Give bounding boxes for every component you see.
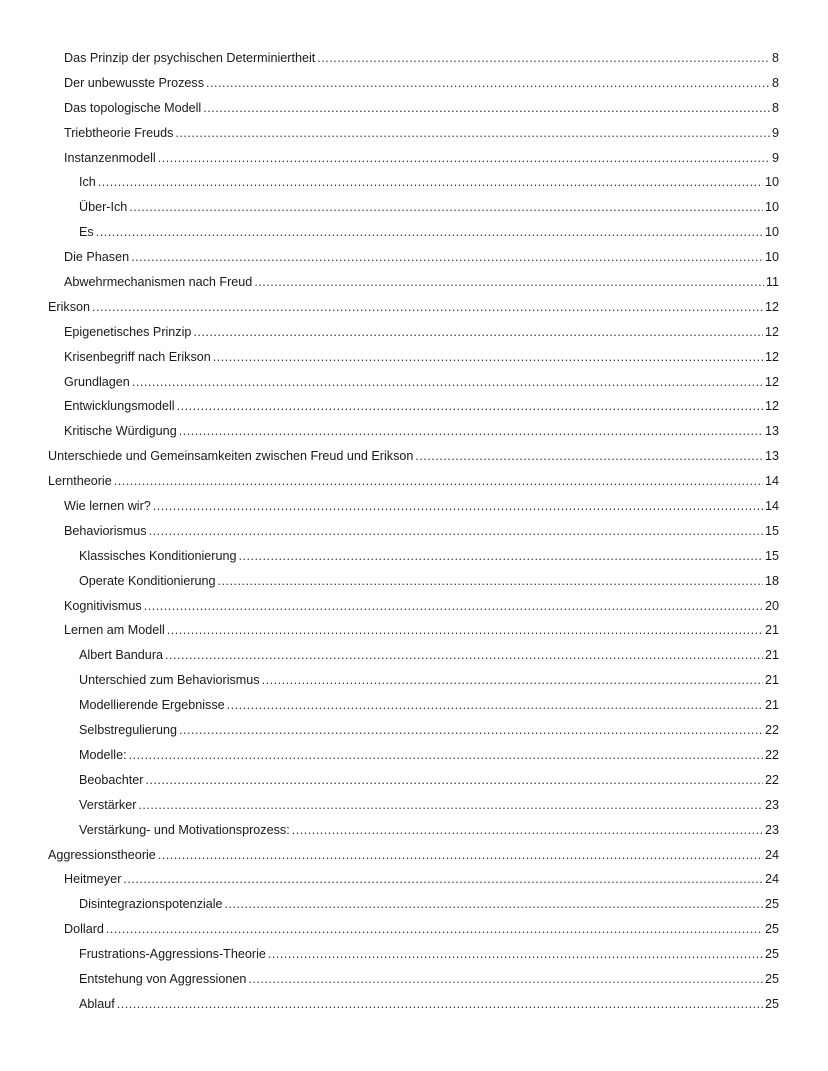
toc-entry-page-number[interactable]: 10 <box>764 175 779 190</box>
toc-entry-page-number[interactable]: 11 <box>765 275 779 290</box>
toc-entry[interactable] <box>79 170 779 195</box>
toc-dot-leader <box>179 419 763 444</box>
toc-entry[interactable] <box>64 245 779 270</box>
toc-entry[interactable] <box>64 46 779 71</box>
toc-entry-title[interactable]: Heitmeyer <box>64 872 122 887</box>
toc-entry-page-number[interactable]: 12 <box>764 299 779 314</box>
toc-entry-title[interactable]: Verstärker <box>79 797 137 812</box>
toc-dot-leader <box>92 295 763 320</box>
toc-entry[interactable] <box>64 71 779 96</box>
toc-entry[interactable] <box>79 668 779 693</box>
toc-dot-leader <box>227 693 763 718</box>
toc-dot-leader <box>218 569 763 594</box>
toc-entry-title[interactable]: Unterschied zum Behaviorismus <box>79 673 260 688</box>
toc-entry-page-number[interactable]: 21 <box>764 623 779 638</box>
toc-entry-title[interactable]: Ich <box>79 175 96 190</box>
toc-entry-title[interactable]: Lernen am Modell <box>64 623 165 638</box>
toc-entry-title[interactable]: Das topologische Modell <box>64 100 202 115</box>
toc-entry-title[interactable]: Dollard <box>64 922 104 937</box>
toc-entry[interactable] <box>64 345 779 370</box>
toc-dot-leader <box>268 942 763 967</box>
toc-dot-leader <box>96 220 763 245</box>
toc-entry[interactable] <box>64 594 779 619</box>
toc-entry-title[interactable]: Kognitivismus <box>64 598 142 613</box>
toc-entry-page-number[interactable]: 8 <box>771 100 779 115</box>
toc-dot-leader <box>158 146 770 171</box>
toc-entry-title[interactable]: Erikson <box>48 299 90 314</box>
toc-entry-page-number[interactable]: 9 <box>771 150 779 165</box>
toc-entry-title[interactable]: Es <box>79 225 94 240</box>
toc-entry[interactable] <box>64 270 779 295</box>
toc-dot-leader <box>167 618 763 643</box>
toc-dot-leader <box>165 643 763 668</box>
toc-entry-page-number[interactable]: 10 <box>764 225 779 240</box>
toc-dot-leader <box>129 743 763 768</box>
toc-dot-leader <box>153 494 763 519</box>
toc-entry-title[interactable]: Unterschiede und Gemeinsamkeiten zwischen Freud und Erikson <box>48 449 414 464</box>
toc-dot-leader <box>239 544 763 569</box>
toc-dot-leader <box>175 121 770 146</box>
toc-entry-title[interactable]: Über-Ich <box>79 200 128 215</box>
toc-entry-title[interactable]: Operate Konditionierung <box>79 573 216 588</box>
toc-dot-leader <box>117 992 763 1017</box>
toc-dot-leader <box>317 46 770 71</box>
toc-entry[interactable] <box>79 818 779 843</box>
toc-entry-title[interactable]: Ablauf <box>79 996 115 1011</box>
toc-entry-page-number[interactable]: 12 <box>764 399 779 414</box>
toc-entry-title[interactable]: Grundlagen <box>64 374 130 389</box>
toc-entry[interactable] <box>64 618 779 643</box>
toc-entry[interactable] <box>64 146 779 171</box>
toc-dot-leader <box>292 818 763 843</box>
toc-entry-page-number[interactable]: 18 <box>764 573 779 588</box>
toc-entry-title[interactable]: Entwicklungsmodell <box>64 399 175 414</box>
toc-entry-page-number[interactable]: 21 <box>764 648 779 663</box>
toc-entry-title[interactable]: Die Phasen <box>64 250 130 265</box>
toc-entry-title[interactable]: Behaviorismus <box>64 523 147 538</box>
toc-entry[interactable] <box>79 967 779 992</box>
toc-entry-page-number[interactable]: 25 <box>764 971 779 986</box>
toc-entry-page-number[interactable]: 23 <box>764 822 779 837</box>
toc-entry[interactable] <box>64 320 779 345</box>
toc-entry-page-number[interactable]: 23 <box>764 797 779 812</box>
toc-dot-leader <box>179 718 763 743</box>
toc-entry-page-number[interactable]: 25 <box>764 996 779 1011</box>
toc-entry-title[interactable]: Instanzenmodell <box>64 150 156 165</box>
toc-entry-page-number[interactable]: 22 <box>764 772 779 787</box>
toc-entry-page-number[interactable]: 9 <box>771 125 779 140</box>
toc-entry-page-number[interactable]: 8 <box>771 75 779 90</box>
toc-dot-leader <box>248 967 763 992</box>
toc-entry-page-number[interactable]: 22 <box>764 723 779 738</box>
toc-entry-title[interactable]: Abwehrmechanismen nach Freud <box>64 275 253 290</box>
toc-entry-page-number[interactable]: 8 <box>771 51 779 65</box>
toc-entry-page-number[interactable]: 12 <box>764 324 779 339</box>
toc-entry-page-number[interactable]: 13 <box>764 424 779 439</box>
toc-entry[interactable] <box>79 892 779 917</box>
toc-entry[interactable] <box>64 917 779 942</box>
toc-dot-leader <box>225 892 763 917</box>
toc-entry[interactable] <box>79 693 779 718</box>
table-of-contents <box>0 46 828 1017</box>
toc-dot-leader <box>177 394 763 419</box>
toc-entry[interactable] <box>79 793 779 818</box>
toc-dot-leader <box>254 270 764 295</box>
toc-entry[interactable] <box>79 768 779 793</box>
toc-entry[interactable] <box>64 519 779 544</box>
toc-entry[interactable] <box>79 195 779 220</box>
toc-dot-leader <box>132 370 763 395</box>
toc-entry[interactable] <box>79 743 779 768</box>
toc-entry-page-number[interactable]: 24 <box>764 847 779 862</box>
toc-entry-page-number[interactable]: 25 <box>764 922 779 937</box>
toc-entry-title[interactable]: Modelle: <box>79 747 127 762</box>
toc-entry[interactable] <box>64 370 779 395</box>
toc-entry[interactable] <box>79 992 779 1017</box>
toc-dot-leader <box>131 245 763 270</box>
toc-entry-title[interactable]: Krisenbegriff nach Erikson <box>64 349 211 364</box>
toc-entry[interactable] <box>64 121 779 146</box>
toc-dot-leader <box>262 668 763 693</box>
toc-dot-leader <box>149 519 763 544</box>
toc-dot-leader <box>203 96 770 121</box>
toc-entry-page-number[interactable]: 13 <box>764 449 779 464</box>
toc-entry[interactable] <box>79 643 779 668</box>
toc-entry[interactable] <box>48 444 779 469</box>
toc-entry-title[interactable]: Wie lernen wir? <box>64 499 151 514</box>
toc-dot-leader <box>144 594 763 619</box>
toc-dot-leader <box>206 71 770 96</box>
toc-entry[interactable] <box>48 295 779 320</box>
toc-entry[interactable] <box>64 867 779 892</box>
toc-dot-leader <box>193 320 763 345</box>
toc-entry-title[interactable]: Disintegrazionspotenziale <box>79 897 223 912</box>
toc-dot-leader <box>213 345 763 370</box>
toc-entry[interactable] <box>79 718 779 743</box>
toc-entry[interactable] <box>64 419 779 444</box>
toc-entry-title[interactable]: Albert Bandura <box>79 648 164 663</box>
toc-entry-page-number[interactable]: 10 <box>764 250 779 265</box>
toc-entry-page-number[interactable]: 21 <box>764 673 779 688</box>
toc-entry-page-number[interactable]: 12 <box>764 374 779 389</box>
toc-entry-title[interactable]: Der unbewusste Prozess <box>64 75 204 90</box>
toc-entry-title[interactable]: Epigenetisches Prinzip <box>64 324 192 339</box>
toc-entry-title[interactable]: Modellierende Ergebnisse <box>79 698 225 713</box>
toc-entry-page-number[interactable]: 14 <box>764 474 779 489</box>
toc-entry-title[interactable]: Selbstregulierung <box>79 723 178 738</box>
toc-entry[interactable] <box>48 469 779 494</box>
toc-entry[interactable] <box>79 569 779 594</box>
toc-entry-page-number[interactable]: 12 <box>764 349 779 364</box>
toc-entry-title[interactable]: Das Prinzip der psychischen Determiniertheit <box>64 51 316 65</box>
toc-entry[interactable] <box>79 220 779 245</box>
toc-entry-page-number[interactable]: 24 <box>764 872 779 887</box>
toc-entry-page-number[interactable]: 25 <box>764 897 779 912</box>
toc-entry-title[interactable]: Verstärkung- und Motivationsprozess: <box>79 822 290 837</box>
toc-entry[interactable] <box>64 394 779 419</box>
toc-entry-page-number[interactable]: 25 <box>764 947 779 962</box>
toc-entry[interactable] <box>64 494 779 519</box>
toc-entry-page-number[interactable]: 15 <box>764 548 779 563</box>
toc-entry[interactable] <box>79 544 779 569</box>
toc-entry-title[interactable]: Lerntheorie <box>48 474 112 489</box>
toc-entry[interactable] <box>79 942 779 967</box>
toc-dot-leader <box>106 917 763 942</box>
toc-dot-leader <box>98 170 763 195</box>
toc-entry-title[interactable]: Entstehung von Aggressionen <box>79 971 247 986</box>
toc-entry-title[interactable]: Beobachter <box>79 772 144 787</box>
toc-dot-leader <box>145 768 763 793</box>
toc-entry-page-number[interactable]: 10 <box>764 200 779 215</box>
toc-entry[interactable] <box>64 96 779 121</box>
toc-dot-leader <box>138 793 763 818</box>
toc-entry-title[interactable]: Klassisches Konditionierung <box>79 548 237 563</box>
toc-entry-title[interactable]: Aggressionstheorie <box>48 847 156 862</box>
toc-entry-title[interactable]: Kritische Würdigung <box>64 424 177 439</box>
toc-dot-leader <box>158 843 763 868</box>
toc-dot-leader <box>415 444 763 469</box>
toc-entry[interactable] <box>48 843 779 868</box>
toc-entry-page-number[interactable]: 20 <box>764 598 779 613</box>
toc-entry-page-number[interactable]: 22 <box>764 747 779 762</box>
toc-entry-page-number[interactable]: 14 <box>764 499 779 514</box>
toc-entry-title[interactable]: Triebtheorie Freuds <box>64 125 174 140</box>
toc-dot-leader <box>114 469 763 494</box>
toc-dot-leader <box>129 195 763 220</box>
toc-entry-page-number[interactable]: 15 <box>764 523 779 538</box>
toc-dot-leader <box>123 867 763 892</box>
toc-entry-page-number[interactable]: 21 <box>764 698 779 713</box>
toc-entry-title[interactable]: Frustrations-Aggressions-Theorie <box>79 947 266 962</box>
